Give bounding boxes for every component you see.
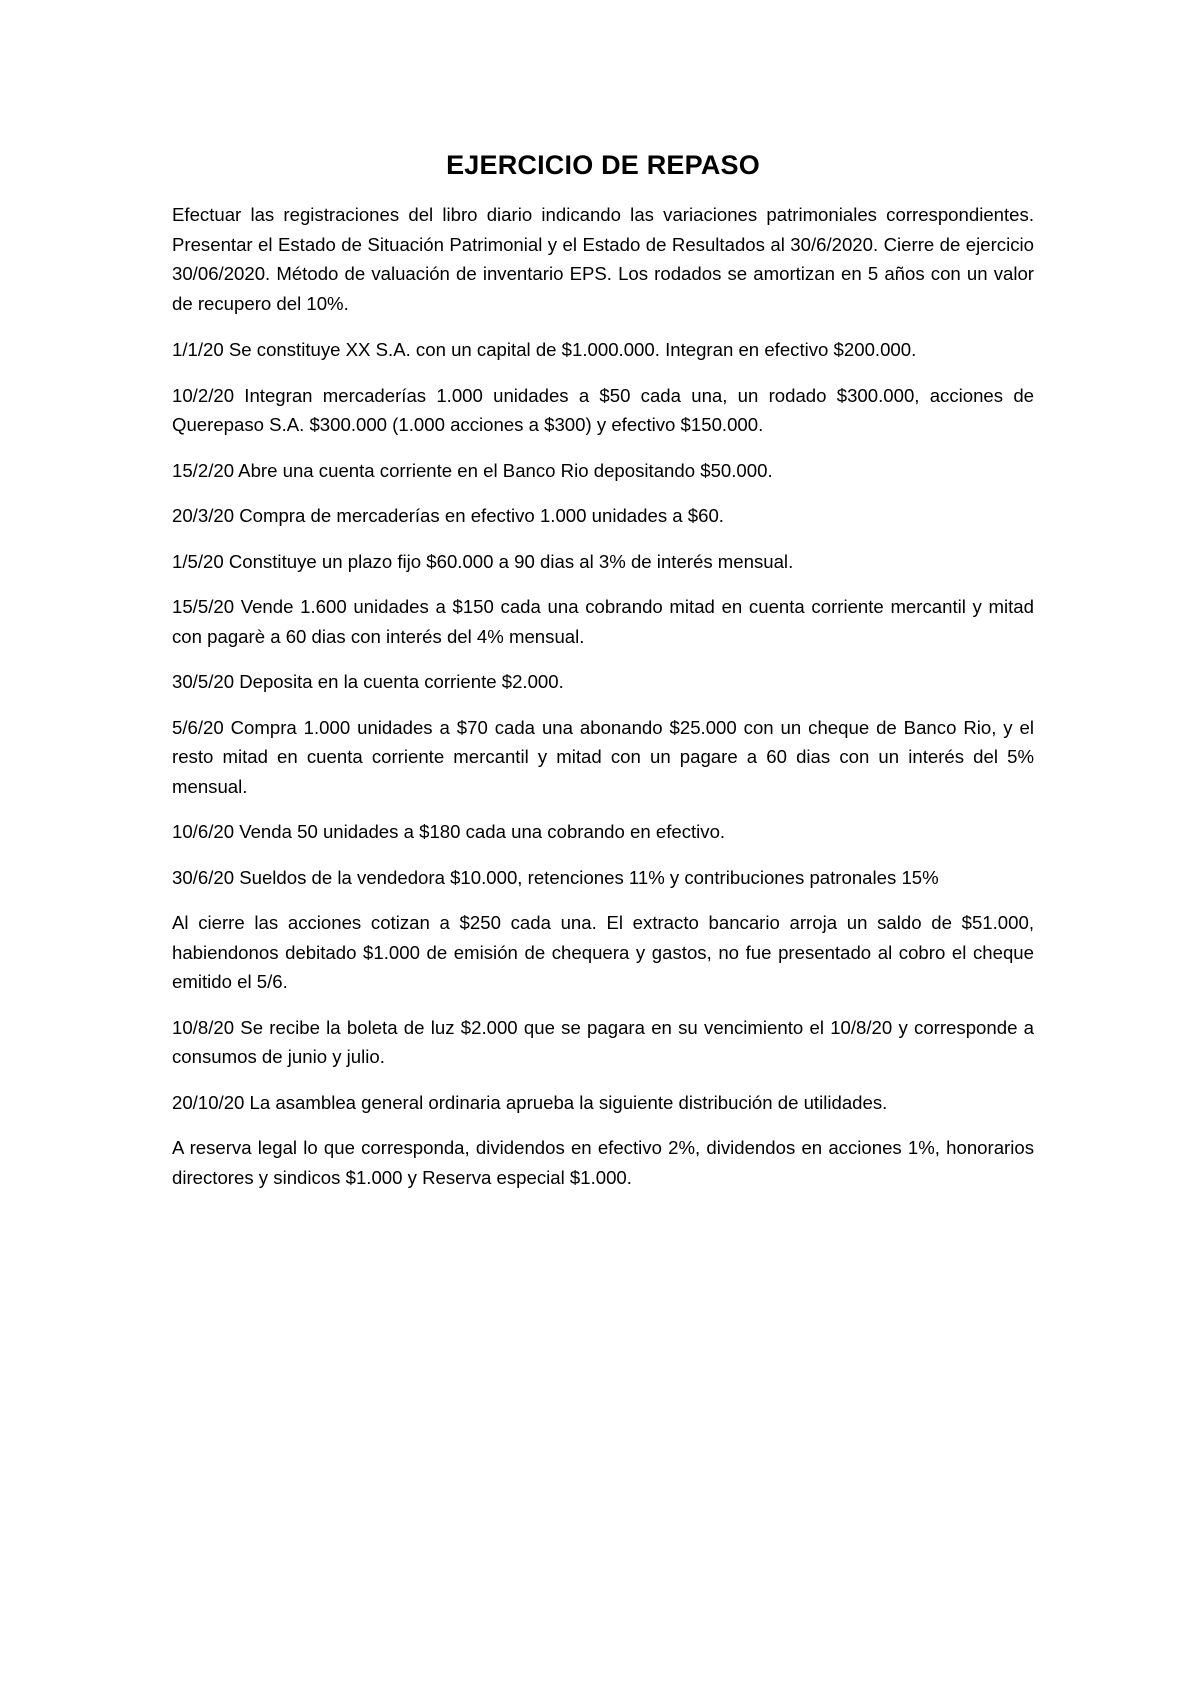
distribution-paragraph: A reserva legal lo que corresponda, dividendos en efectivo 2%, dividendos en acciones 1%, honorarios directores y sindicos $1.000 y Reserva especial $1.000.: [172, 1137, 1034, 1188]
entry-paragraph-1-1-20: 1/1/20 Se constituye XX S.A. con un capital de $1.000.000. Integran en efectivo $200.000.: [172, 339, 917, 360]
entry-paragraph-30-5-20: 30/5/20 Deposita en la cuenta corriente $2.000.: [172, 671, 564, 692]
closing-paragraph: Al cierre las acciones cotizan a $250 cada una. El extracto bancario arroja un saldo de $51.000, habiendonos debitado $1.000 de emisión de chequera y gastos, no fue presentado al cobro el cheque emitido el 5/6.: [172, 912, 1034, 992]
intro-paragraph: Efectuar las registraciones del libro diario indicando las variaciones patrimoniales correspondientes. Presentar el Estado de Situación Patrimonial y el Estado de Resultados al 30/6/2020. Cierre de ejercicio 30/06/2020. Método de valuación de inventario EPS. Los rodados se amortizan en 5 años con un valor de recupero del 10%.: [172, 204, 1034, 314]
entry-paragraph-15-2-20: 15/2/20 Abre una cuenta corriente en el Banco Rio depositando $50.000.: [172, 459, 773, 481]
entry-paragraph-5-6-20: 5/6/20 Compra 1.000 unidades a $70 cada una abonando $25.000 con un cheque de Banco Rio, y el resto mitad en cuenta corriente mercantil y mitad con un pagare a 60 dias con un interés del 5% mensual.: [172, 716, 1034, 797]
entry-paragraph-20-10-20: 20/10/20 La asamblea general ordinaria aprueba la siguiente distribución de utilidades.: [172, 1091, 888, 1113]
document-body: [172, 148, 1034, 1208]
entry-paragraph-20-3-20: 20/3/20 Compra de mercaderías en efectivo 1.000 unidades a $60.: [172, 505, 724, 526]
entry-paragraph-10-2-20: 10/2/20 Integran mercaderías 1.000 unidades a $50 cada una, un rodado $300.000, acciones de Querepaso S.A. $300.000 (1.000 acciones a $300) y efectivo $150.000.: [172, 384, 1034, 435]
document-title: EJERCICIO DE REPASO: [446, 150, 760, 180]
entry-paragraph-15-5-20: 15/5/20 Vende 1.600 unidades a $150 cada una cobrando mitad en cuenta corriente mercantil y mitad con pagarè a 60 dias con interés del 4% mensual.: [172, 596, 1034, 647]
entry-paragraph-10-8-20: 10/8/20 Se recibe la boleta de luz $2.000 que se pagara en su vencimiento el 10/8/20 y corresponde a consumos de junio y julio.: [172, 1016, 1034, 1067]
entry-paragraph-30-6-20: 30/6/20 Sueldos de la vendedora $10.000, retenciones 11% y contribuciones patronales 15%: [172, 866, 939, 888]
entry-paragraph-1-5-20: 1/5/20 Constituye un plazo fijo $60.000 a 90 dias al 3% de interés mensual.: [172, 550, 794, 572]
entry-paragraph-10-6-20: 10/6/20 Venda 50 unidades a $180 cada una cobrando en efectivo.: [172, 821, 726, 842]
